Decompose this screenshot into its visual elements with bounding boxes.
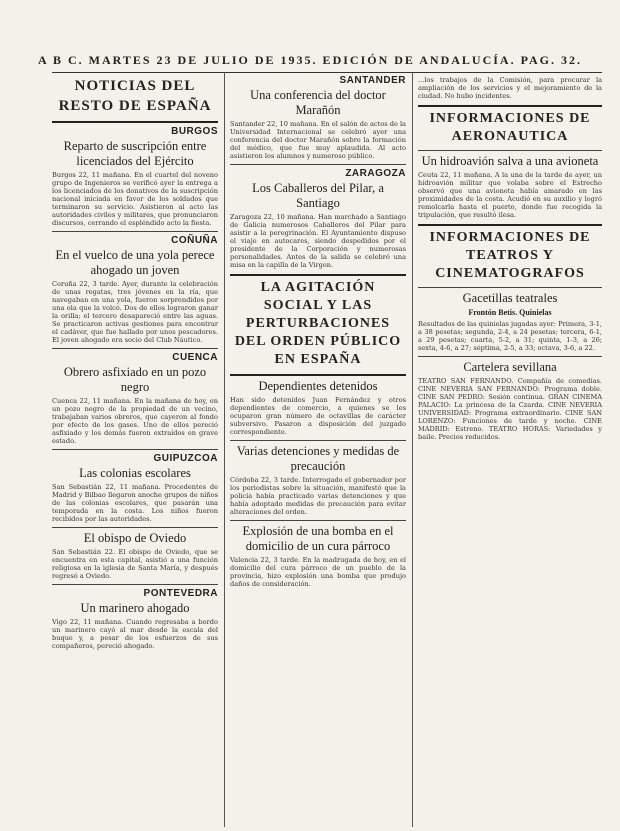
article-body: Burgos 22, 11 mañana. En el cuartel del noveno grupo de Ingenieros se verificó ayer la entrega a los licenciados de los donativos de la suscripción nacional iniciada en favor de los soldados que terminaron su servicio. Asistieron al acto las autoridades civiles y militares, que pronunciaron discursos, cerrando el espléndido acto la fiesta. <box>52 171 218 227</box>
headline: Cartelera sevillana <box>463 360 557 374</box>
divider <box>52 584 218 585</box>
divider <box>230 274 406 276</box>
column-2 <box>230 72 406 588</box>
column-divider <box>224 72 225 827</box>
article-body: Córdoba 22, 3 tarde. Interrogado el gobernador por los periodistas sobre la situación, manifestó que la policía había practicado varias detenciones y que había adoptado medidas de precaución para evitar alteraciones del orden. <box>230 476 406 516</box>
column-3 <box>418 72 602 441</box>
column-divider <box>412 72 413 827</box>
headline: Una conferencia del doctor Marañón <box>250 88 386 117</box>
headline: Gacetillas teatrales <box>462 291 558 305</box>
headline: Reparto de suscripción entre licenciados del Ejército <box>63 139 207 168</box>
section-title: INFORMACIONES DE TEATROS Y CINEMATOGRAFOS <box>429 230 591 281</box>
article-body: Resultados de las quinielas jugadas ayer: Primera, 3-1, a 38 pesetas; segunda, 2-4, a 24 pesetas; tercera, 6-1, a 29 pesetas; cuarta, 5-2, a 31; quinta, 1-3, a 26; sexta, 4-6, a 27; séptima, 2-5, a 33; octava, 3-6, a 22. <box>418 320 602 352</box>
location-tag: PONTEVEDRA <box>143 588 218 599</box>
headline: Un hidroavión salva a una avioneta <box>421 154 599 168</box>
divider <box>418 224 602 226</box>
headline: Varias detenciones y medidas de precaución <box>236 444 400 473</box>
section-title: LA AGITACIÓN SOCIAL Y LAS PERTURBACIONES DEL ORDEN PÚBLICO EN ESPAÑA <box>234 280 402 367</box>
article-body: San Sebastián 22, 11 mañana. Procedentes de Madrid y Bilbao llegaron anoche grupos de niños de las colonias escolares, que pasarán una temporada en la costa. Los niños fueron recibidos por las autoridades. <box>52 483 218 523</box>
location-tag: ZARAGOZA <box>345 168 406 179</box>
divider <box>52 449 218 450</box>
location-tag: GUIPUZCOA <box>153 453 218 464</box>
divider <box>418 287 602 288</box>
divider <box>52 121 218 123</box>
headline: Las colonias escolares <box>79 466 191 480</box>
divider <box>52 527 218 528</box>
divider <box>418 105 602 107</box>
section-title: INFORMACIONES DE AERONAUTICA <box>429 111 591 144</box>
article-body: Valencia 22, 3 tarde. En la madrugada de hoy, en el domicilio del cura párroco de un pueblo de la provincia, hizo explosión una bomba que produjo daños de consideración. <box>230 556 406 588</box>
location-tag: SANTANDER <box>339 75 406 86</box>
headline: Los Caballeros del Pilar, a Santiago <box>252 181 384 210</box>
article-body: Zaragoza 22, 10 mañana. Han marchado a Santiago de Galicia numerosos Caballeros del Pilar para asistir a la peregrinación. El Ayuntamiento dispuso el viaje en autocares, siendo despedidos por el presidente de la Corporación y numerosas personalidades. Antes de la salida se celebró una misa en la capilla de la Virgen. <box>230 213 406 269</box>
location-tag: CUENCA <box>172 352 218 363</box>
divider <box>230 164 406 165</box>
divider <box>230 374 406 376</box>
divider <box>230 440 406 441</box>
column-1 <box>52 72 218 650</box>
article-body: San Sebastián 22. El obispo de Oviedo, que se encuentra en esta capital, asistió a una función religiosa en la iglesia de Santa María, y después regresó a Oviedo. <box>52 548 218 580</box>
article-body: Santander 22, 10 mañana. En el salón de actos de la Universidad Internacional se celebró ayer una conferencia del doctor Marañón sobre la formación del médico, que fue muy aplaudida. Al acto asistieron los alumnos y numeroso público. <box>230 120 406 160</box>
headline: Obrero asfixiado en un pozo negro <box>63 365 207 394</box>
headline: El obispo de Oviedo <box>83 531 187 545</box>
article-body: Cuenca 22, 11 mañana. En la mañana de hoy, en un pozo negro de la propiedad de un vecino, trabajaban varios obreros, que cayeron al fondo por efecto de los gases. Uno de ellos pereció asfixiado y los demás fueron extraídos en grave estado. <box>52 397 218 445</box>
headline: Dependientes detenidos <box>258 379 378 393</box>
headline: Un marinero ahogado <box>80 601 190 615</box>
article-body: TEATRO SAN FERNANDO. Compañía de comedias. CINE NEVERIA SAN FERNANDO: Programa doble. CINE SAN PEDRO: Sesión continua. GRAN CINEMA PALACIO: La princesa de la Czarda. CINE NEVERIA UNIVERSIDAD: Programa extraordinario. CINE SAN LORENZO: Funciones de tarde y noche. CINE MADRID: Estreno. TEATRO HORAS: Variedades y baile. Precios reducidos. <box>418 377 602 441</box>
masthead: A B C. MARTES 23 DE JULIO DE 1935. EDICIÓN DE ANDALUCÍA. PAG. 32. <box>37 53 583 67</box>
divider <box>230 520 406 521</box>
subheadline: Frontón Betis. Quinielas <box>468 308 552 317</box>
article-body: Coruña 22, 3 tarde. Ayer, durante la celebración de unas regatas, tres jóvenes en la ría, que navegaban en una yola, fueron sorprendidos por una ola que la volcó. Dos de ellos lograron ganar la orilla; el tercero desapareció entre las aguas. Se practicaron activas gestiones para encontrar el cadáver, que fue hallado por unos pescadores. El joven ahogado era socio del Club Náutico. <box>52 280 218 344</box>
section-title: NOTICIAS DEL RESTO DE ESPAÑA <box>58 78 212 114</box>
divider <box>52 231 218 232</box>
location-tag: COÑUÑA <box>171 235 218 246</box>
location-tag: BURGOS <box>171 126 218 137</box>
article-body: Han sido detenidos Juan Fernández y otros dependientes de comercio, a quienes se les ocuparon gran número de octavillas de carácter subversivo. Pasaron a disposición del juzgado correspondiente. <box>230 396 406 436</box>
divider <box>418 356 602 357</box>
article-body: Ceuta 22, 11 mañana. A la una de la tarde de ayer, un hidroavión militar que volaba sobre el Estrecho observó que una avioneta había amarado en las proximidades de la costa. Acudió en su auxilio y logró remolcarla hasta el puerto, donde fue recogida la tripulación, que resultó ilesa. <box>418 171 602 219</box>
headline: En el vuelco de una yola perece ahogado un joven <box>55 248 215 277</box>
divider <box>418 150 602 151</box>
divider <box>52 348 218 349</box>
headline: Explosión de una bomba en el domicilio de un cura párroco <box>242 524 394 553</box>
article-body: ...los trabajos de la Comisión, para procurar la ampliación de los servicios y el mejoramiento de la ciudad. No hubo incidentes. <box>418 76 602 100</box>
article-body: Vigo 22, 11 mañana. Cuando regresaba a bordo un marinero cayó al mar desde la escala del buque y, a pesar de los esfuerzos de sus compañeros, pereció ahogado. <box>52 618 218 650</box>
